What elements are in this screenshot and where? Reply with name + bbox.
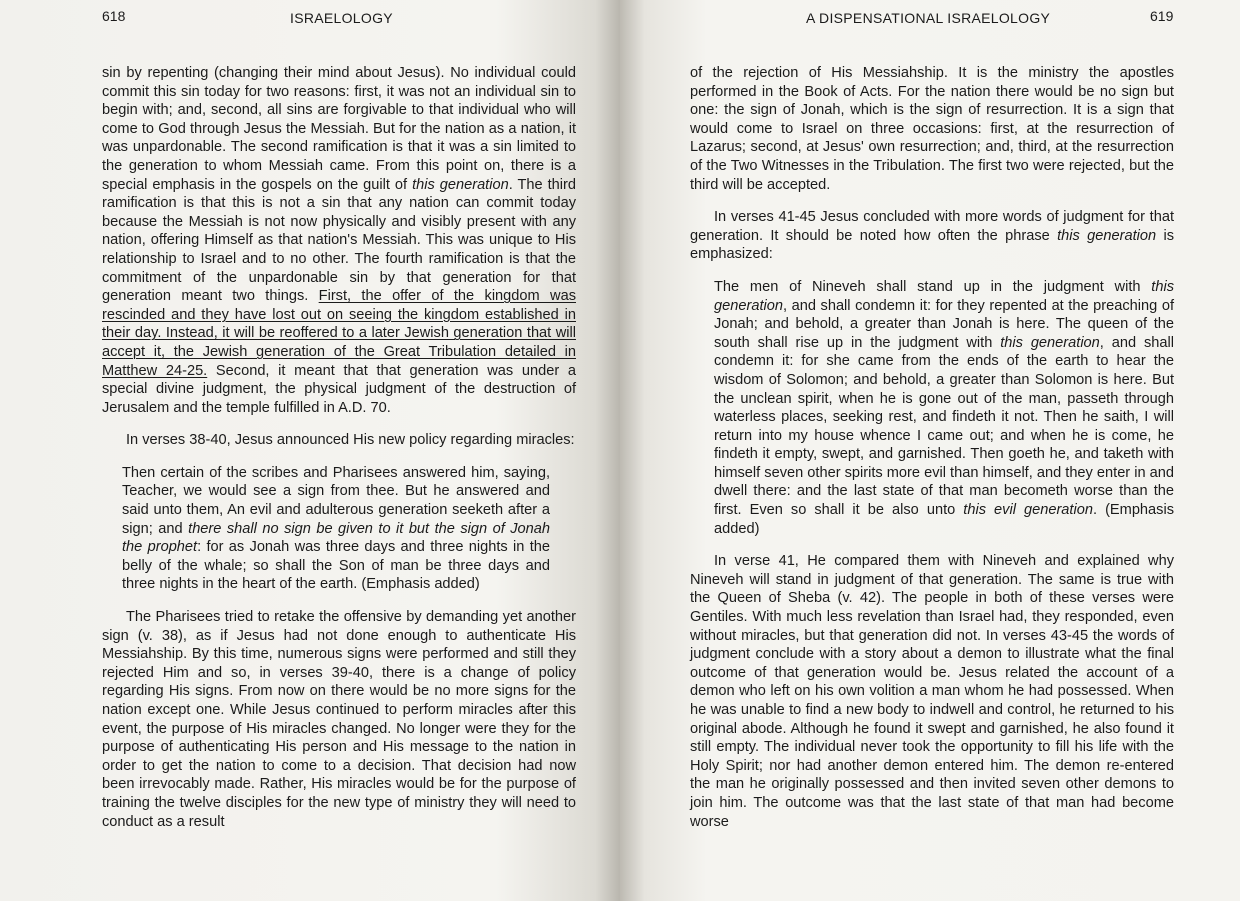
- block-quote: [122, 464, 550, 594]
- text-run: . The third ramification is that this is not a sin that any nation can commit today because the Messiah is not now physically and visibly present with any nation, offering Himself as that nation's Messiah. This was unique to His relationship to Israel and to no other. The fourth ramification is that the commitment of the unpardonable sin by that generation for that generation meant two things.: [102, 176, 576, 305]
- paragraph: In verses 38-40, Jesus announced His new policy regarding miracles:: [126, 432, 575, 449]
- running-head: ISRAELOLOGY: [290, 10, 393, 26]
- paragraph: The Pharisees tried to retake the offensive by demanding yet another sign (v. 38), as if Jesus had not done enough to authenticate His Messiahship. By this time, numerous signs were performed and still they rejected Him and so, in verses 39-40, there is a change of policy regarding His signs. From now on there would be no more signs for the nation except one. While Jesus continued to perform miracles after this event, the purpose of His miracles changed. No longer were they for the purpose of authenticating His person and His message to the nation in order to get the nation to come to a decision. That decision had now been irrevocably made. Rather, His miracles would be for the purpose of training the twelve disciples for the new type of ministry they will need to conduct as a result: [102, 609, 576, 830]
- text-run: , and shall condemn it: for they repented at the preaching of Jonah; and behold, a greater than Jonah is here. The queen of the south shall rise up in the judgment with: [714, 297, 1174, 351]
- page-number: 618: [102, 8, 126, 24]
- paragraph: of the rejection of His Messiahship. It is the ministry the apostles performed in the Book of Acts. For the nation there would be no sign but one: the sign of Jonah, which is the sign of resurrection. It is a sign that would come to Israel on three occasions: first, at the resurrection of Lazarus; second, at Jesus' own resurrection; and, third, at the resurrection of the Two Witnesses in the Tribulation. The first two were rejected, but the third will be accepted.: [690, 65, 1174, 193]
- right-page: [620, 0, 1240, 901]
- paragraph: [690, 208, 1174, 264]
- text-run: The men of Nineveh shall stand up in the judgment with: [714, 278, 1152, 295]
- running-head: A DISPENSATIONAL ISRAELOLOGY: [806, 10, 1051, 26]
- text-run: Then certain of the scribes and Pharisees answered him, saying, Teacher, we would see a sign from thee. But he answered and said unto them, An evil and adulterous generation seeketh after a sign; and: [122, 464, 550, 537]
- paragraph: In verse 41, He compared them with Nineveh and explained why Nineveh will stand in judgment of that generation. The same is true with the Queen of Sheba (v. 42). The people in both of these verses were Gentiles. With much less revelation than Israel had, they responded, even without miracles, but that generation did not. In verses 43-45 the words of judgment conclude with a story about a demon to illustrate what the final outcome of that generation would be. Jesus related the account of a demon who left on his own volition a man whom he had possessed. When he was unable to find a new body to indwell and control, he returned to his original abode. Although he found it swept and garnished, he also found it still empty. The individual never took the opportunity to fill his life with the Holy Spirit; nor had another demon entered him. The demon re-entered the man he originally possessed and then invited seven other demons to join him. The outcome was that the last state of that man had become worse: [690, 553, 1174, 830]
- left-body: [102, 64, 576, 831]
- block-quote: [714, 278, 1174, 538]
- text-run: is emphasized:: [690, 227, 1175, 263]
- text-run: In verses 41-45 Jesus concluded with more words of judgment for that generation. It should be noted how often the phrase: [690, 209, 1174, 244]
- paragraph: [102, 64, 576, 417]
- underlined-text: First, the offer of the kingdom was rescinded and they have lost out on seeing the kingdom established in their day. Instead, it will be reoffered to a later Jewish generation that will accept it, the Jewish generation of the Great Tribulation detailed in Matthew 24-25.: [102, 288, 576, 379]
- text-run: , and shall condemn it: for she came from the ends of the earth to hear the wisdom of Solomon; and behold, a greater than Solomon is here. But the unclean spirit, when he is gone out of the man, passeth through waterless places, seeking rest, and findeth it not. Then he saith, I will return into my house whence I came out; and when he is come, he findeth it empty, swept, and garnished. Then goeth he, and taketh with himself seven other spirits more evil than himself, and they enter in and dwell there: and the last state of that man becometh worse than the first. Even so shall it be also unto: [714, 334, 1174, 519]
- right-body: [690, 64, 1174, 831]
- emphasis-text: this generation: [412, 176, 509, 193]
- text-run: sin by repenting (changing their mind about Jesus). No individual could commit this sin today for two reasons: first, it was not an individual sin to begin with; and, second, all sins are forgivable to that individual who will come to God through Jesus the Messiah. But for the nation as a nation, it was unpardonable. The second ramification is that it was a sin limited to the generation to whom Messiah came. From this point on, there is a special emphasis in the gospels on the guilt of: [102, 65, 576, 193]
- emphasis-text: this generation: [714, 278, 1174, 314]
- emphasis-text: there shall no sign be given to it but the sign of Jonah the prophet: [122, 520, 550, 556]
- emphasis-text: this generation: [1000, 334, 1100, 351]
- emphasis-text: this generation: [1057, 227, 1157, 244]
- page-number: 619: [1150, 8, 1174, 24]
- text-run: Second, it meant that that generation was under a special divine judgment, the physical judgment of the destruction of Jerusalem and the temple fulfilled in A.D. 70.: [102, 362, 576, 416]
- text-run: : for as Jonah was three days and three nights in the belly of the whale; so shall the Son of man be three days and three nights in the heart of the earth. (Emphasis added): [122, 539, 550, 593]
- emphasis-text: this evil generation: [963, 502, 1093, 519]
- text-run: . (Emphasis added): [714, 502, 1174, 537]
